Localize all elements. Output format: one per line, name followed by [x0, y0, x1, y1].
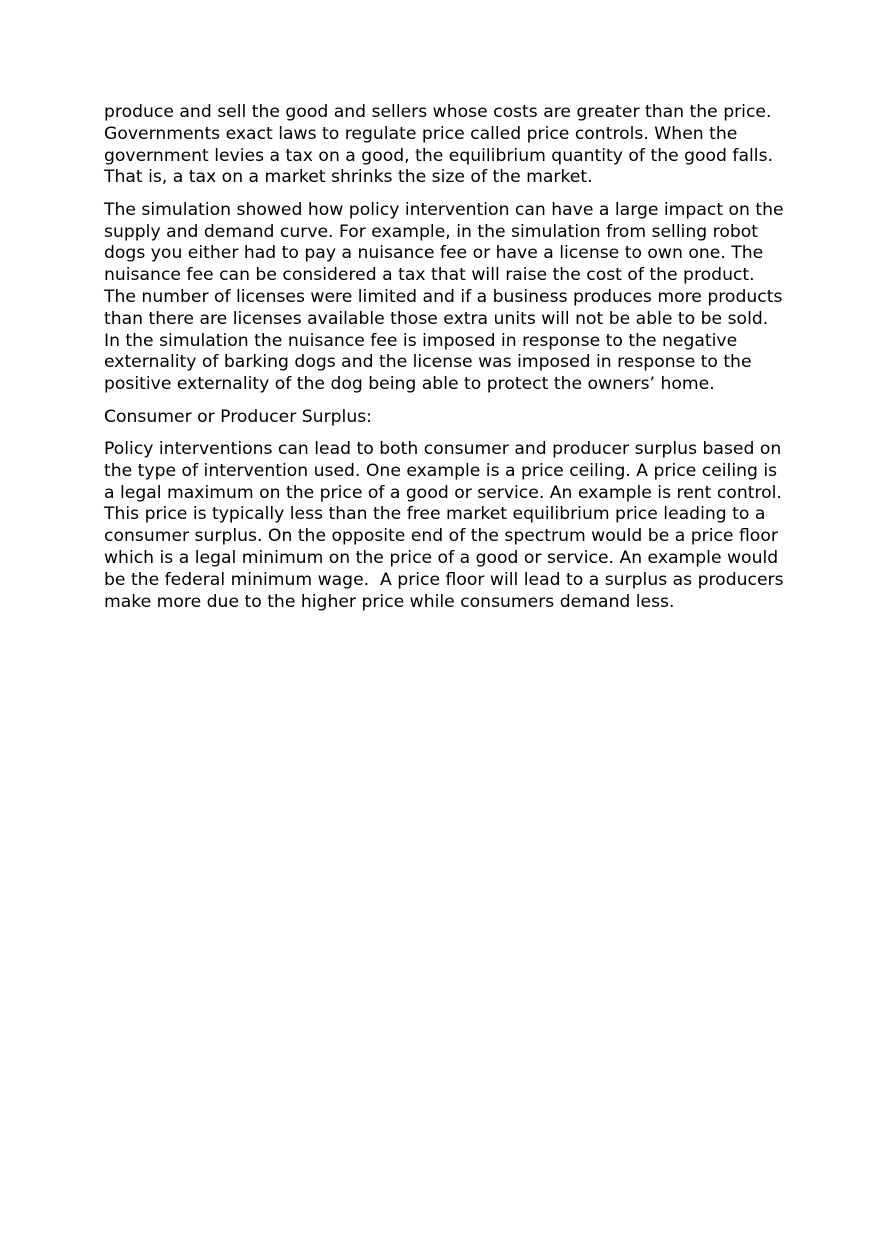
paragraph-price-controls: produce and sell the good and sellers whose costs are greater than the price. Governments exact laws to regulate price called price controls. When the government levies a tax on a good, the equilibrium quantity of the good falls. That is, a tax on a market shrinks the size of the market. — [104, 102, 779, 188]
paragraph-policy-interventions: Policy interventions can lead to both consumer and producer surplus based on the type of intervention used. One example is a price ceiling. A price ceiling is a legal maximum on the price of a good or service. An example is rent control. This price is typically less than the free market equilibrium price leading to a consumer surplus. On the opposite end of the spectrum would be a price floor which is a legal minimum on the price of a good or service. An example would be the federal minimum wage. A price floor will lead to a surplus as producers make more due to the higher price while consumers demand less. — [104, 438, 790, 612]
section-heading-surplus: Consumer or Producer Surplus: — [104, 406, 372, 427]
paragraph-simulation: The simulation showed how policy intervention can have a large impact on the supply and demand curve. For example, in the simulation from selling robot dogs you either had to pay a nuisance fee or have a license to own one. The nuisance fee can be considered a tax that will raise the cost of the product. The number of licenses were limited and if a business produces more products than there are licenses available those extra units will not be able to be sold. In the simulation the nuisance fee is imposed in response to the negative externality of barking dogs and the license was imposed in response to the positive externality of the dog being able to protect the owners’ home. — [104, 199, 790, 395]
document-body — [104, 102, 790, 624]
